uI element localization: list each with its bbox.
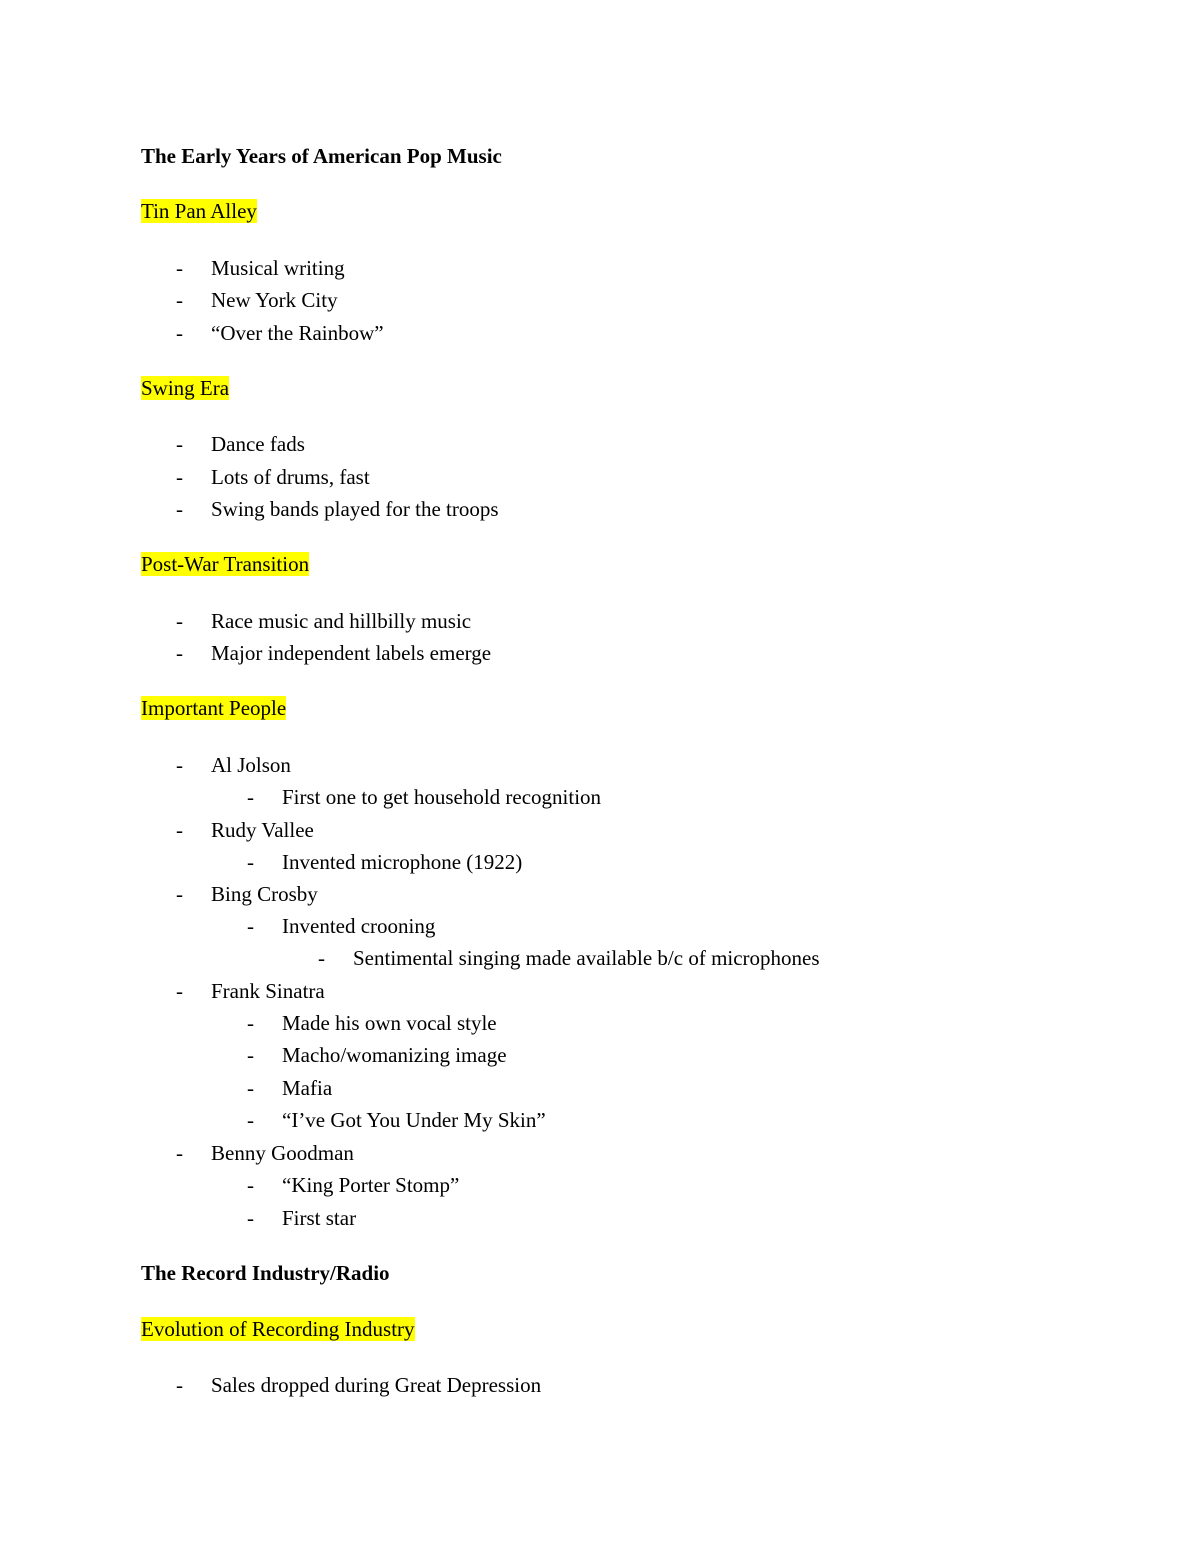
bullet-dash: - <box>247 1043 254 1067</box>
list-item: Musical writing <box>211 256 345 280</box>
bullet-dash: - <box>247 914 254 938</box>
list-item: “Over the Rainbow” <box>211 321 384 345</box>
sub-item: Made his own vocal style <box>282 1011 497 1035</box>
bullet-dash: - <box>247 1206 254 1230</box>
bullet-dash: - <box>176 497 183 521</box>
bullet-dash: - <box>176 882 183 906</box>
sub-item: First star <box>282 1206 357 1230</box>
list-item-jolson: Al Jolson <box>211 753 291 777</box>
list-item: Sales dropped during Great Depression <box>211 1373 542 1397</box>
bullet-dash: - <box>247 1173 254 1197</box>
section-heading-tin-pan-alley: Tin Pan Alley <box>141 199 257 223</box>
bullet-dash: - <box>318 946 325 970</box>
list-item: New York City <box>211 288 338 312</box>
bullet-dash: - <box>176 288 183 312</box>
section-heading-important-people: Important People <box>141 696 287 720</box>
bullet-dash: - <box>247 850 254 874</box>
section-heading-evolution-recording: Evolution of Recording Industry <box>141 1317 415 1341</box>
list-item-goodman: Benny Goodman <box>211 1141 354 1165</box>
bullet-dash: - <box>247 785 254 809</box>
list-item: Major independent labels emerge <box>211 641 492 665</box>
bullet-dash: - <box>176 641 183 665</box>
sub-item: “I’ve Got You Under My Skin” <box>282 1108 546 1132</box>
section-title-record-industry: The Record Industry/Radio <box>141 1261 390 1285</box>
sub-item: Mafia <box>282 1076 333 1100</box>
section-heading-swing-era: Swing Era <box>141 376 230 400</box>
sub-item: Invented microphone (1922) <box>282 850 523 874</box>
bullet-dash: - <box>176 609 183 633</box>
bullet-dash: - <box>176 1141 183 1165</box>
bullet-dash: - <box>176 432 183 456</box>
bullet-dash: - <box>176 465 183 489</box>
bullet-dash: - <box>176 818 183 842</box>
section-heading-post-war-transition: Post-War Transition <box>141 552 310 576</box>
list-item: Dance fads <box>211 432 305 456</box>
list-item-sinatra: Frank Sinatra <box>211 979 325 1003</box>
sub-item: First one to get household recognition <box>282 785 602 809</box>
list-item: Swing bands played for the troops <box>211 497 499 521</box>
sub-item: “King Porter Stomp” <box>282 1173 460 1197</box>
bullet-dash: - <box>176 753 183 777</box>
document-title: The Early Years of American Pop Music <box>141 144 502 168</box>
list-item: Race music and hillbilly music <box>211 609 472 633</box>
list-item-vallee: Rudy Vallee <box>211 818 314 842</box>
bullet-dash: - <box>247 1011 254 1035</box>
bullet-dash: - <box>247 1076 254 1100</box>
bullet-dash: - <box>176 256 183 280</box>
bullet-dash: - <box>247 1108 254 1132</box>
sub-item: Invented crooning <box>282 914 436 938</box>
list-item-crosby: Bing Crosby <box>211 882 318 906</box>
sub-sub-item: Sentimental singing made available b/c of microphones <box>353 946 820 970</box>
list-item: Lots of drums, fast <box>211 465 370 489</box>
bullet-dash: - <box>176 979 183 1003</box>
sub-item: Macho/womanizing image <box>282 1043 507 1067</box>
bullet-dash: - <box>176 321 183 345</box>
bullet-dash: - <box>176 1373 183 1397</box>
